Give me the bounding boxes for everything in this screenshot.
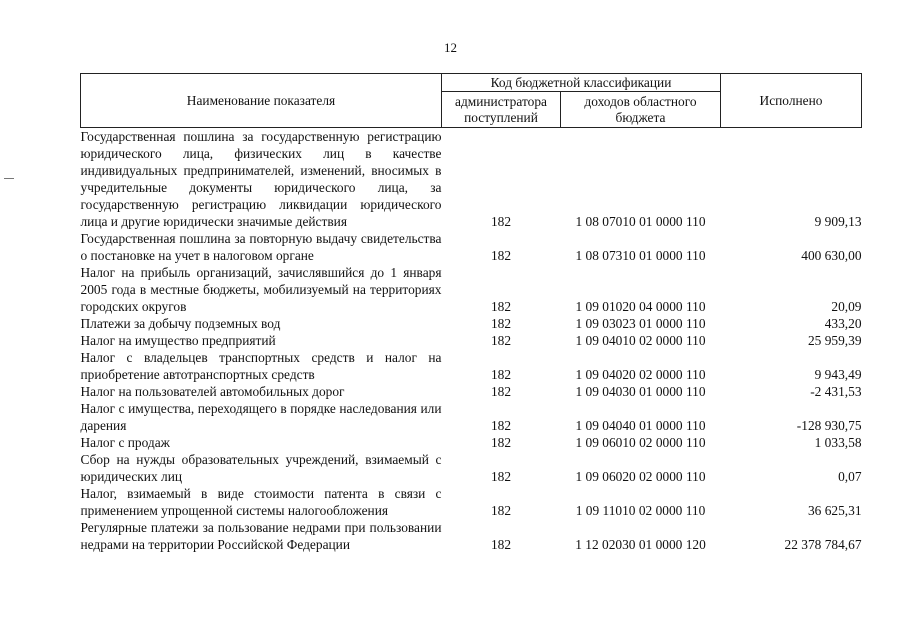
row-name: Налог на пользователей автомобильных дорог [80,384,345,399]
row-income-code: 1 09 06010 02 0000 110 [575,435,706,450]
table-row [81,230,862,264]
row-admin-code: 182 [490,214,512,229]
row-executed-value: -2 431,53 [810,384,862,399]
margin-mark [4,178,14,179]
row-executed-value: 9 943,49 [814,367,862,382]
row-income-code: 1 09 06020 02 0000 110 [575,469,706,484]
row-admin-code: 182 [490,248,512,263]
row-income-code: 1 09 04010 02 0000 110 [575,333,706,348]
row-executed-value: 433,20 [824,316,862,331]
row-name: Государственная пошлина за повторную выдачу свидетельства о постановке на учет в налоговом органе [80,231,442,263]
table-row [81,332,862,349]
header-admin: администратора поступлений [442,92,561,128]
row-executed-value: 25 959,39 [807,333,862,348]
row-name: Налог на имущество предприятий [80,333,276,348]
row-income-code: 1 09 01020 04 0000 110 [575,299,706,314]
row-name: Государственная пошлина за государственную регистрацию юридического лица, физических лиц в качестве индивидуальных предпринимателей, изменений, вносимых в учредительные документы юридического лица, за государственную регистрацию ликвидации юридического лица и другие юридически значимые действия [80,129,442,229]
table-row [81,451,862,485]
header-name: Наименование показателя [81,74,442,128]
row-admin-code: 182 [490,367,512,382]
row-admin-code: 182 [490,469,512,484]
row-executed-value: 36 625,31 [807,503,862,518]
row-executed-value: 22 378 784,67 [784,537,862,552]
row-admin-code: 182 [490,384,512,399]
row-executed-value: 9 909,13 [814,214,862,229]
row-income-code: 1 09 03023 01 0000 110 [575,316,706,331]
table-row [81,519,862,553]
row-income-code: 1 08 07310 01 0000 110 [575,248,706,263]
header-income: доходов областного бюджета [561,92,721,128]
table-row [81,264,862,315]
header-executed: Исполнено [721,74,862,128]
row-executed-value: 1 033,58 [814,435,862,450]
table-row [81,400,862,434]
row-income-code: 1 09 04040 01 0000 110 [575,418,706,433]
row-income-code: 1 08 07010 01 0000 110 [575,214,706,229]
row-name: Налог с продаж [80,435,170,450]
row-admin-code: 182 [490,299,512,314]
row-name: Платежи за добычу подземных вод [80,316,281,331]
table-row [81,485,862,519]
row-name: Регулярные платежи за пользование недрами при пользовании недрами на территории Российской Федерации [80,520,442,552]
table-row [81,434,862,451]
row-executed-value: 20,09 [831,299,862,314]
row-income-code: 1 09 04030 01 0000 110 [575,384,706,399]
page-number: 12 [444,40,457,55]
row-admin-code: 182 [490,503,512,518]
row-income-code: 1 12 02030 01 0000 120 [575,537,706,552]
table-row [81,349,862,383]
row-executed-value: -128 930,75 [796,418,862,433]
row-name: Налог с владельцев транспортных средств и налог на приобретение автотранспортных средств [80,350,442,382]
row-admin-code: 182 [490,333,512,348]
row-admin-code: 182 [490,435,512,450]
row-admin-code: 182 [490,418,512,433]
row-admin-code: 182 [490,537,512,552]
header-code-group: Код бюджетной классификации [442,74,721,92]
row-name: Налог на прибыль организаций, зачислявшийся до 1 января 2005 года в местные бюджеты, мобилизуемый на территориях городских округов [80,265,442,314]
table-body [81,128,862,554]
row-name: Налог с имущества, переходящего в порядке наследования или дарения [80,401,442,433]
table-row [81,128,862,231]
row-income-code: 1 09 04020 02 0000 110 [575,367,706,382]
row-name: Налог, взимаемый в виде стоимости патента в связи с применением упрощенной системы налогообложения [80,486,442,518]
table-row [81,383,862,400]
row-executed-value: 0,07 [838,469,862,484]
row-executed-value: 400 630,00 [801,248,862,263]
row-income-code: 1 09 11010 02 0000 110 [575,503,706,518]
budget-table [80,73,862,553]
table-row [81,315,862,332]
row-admin-code: 182 [490,316,512,331]
row-name: Сбор на нужды образовательных учреждений, взимаемый с юридических лиц [80,452,442,484]
table-header [81,74,862,128]
